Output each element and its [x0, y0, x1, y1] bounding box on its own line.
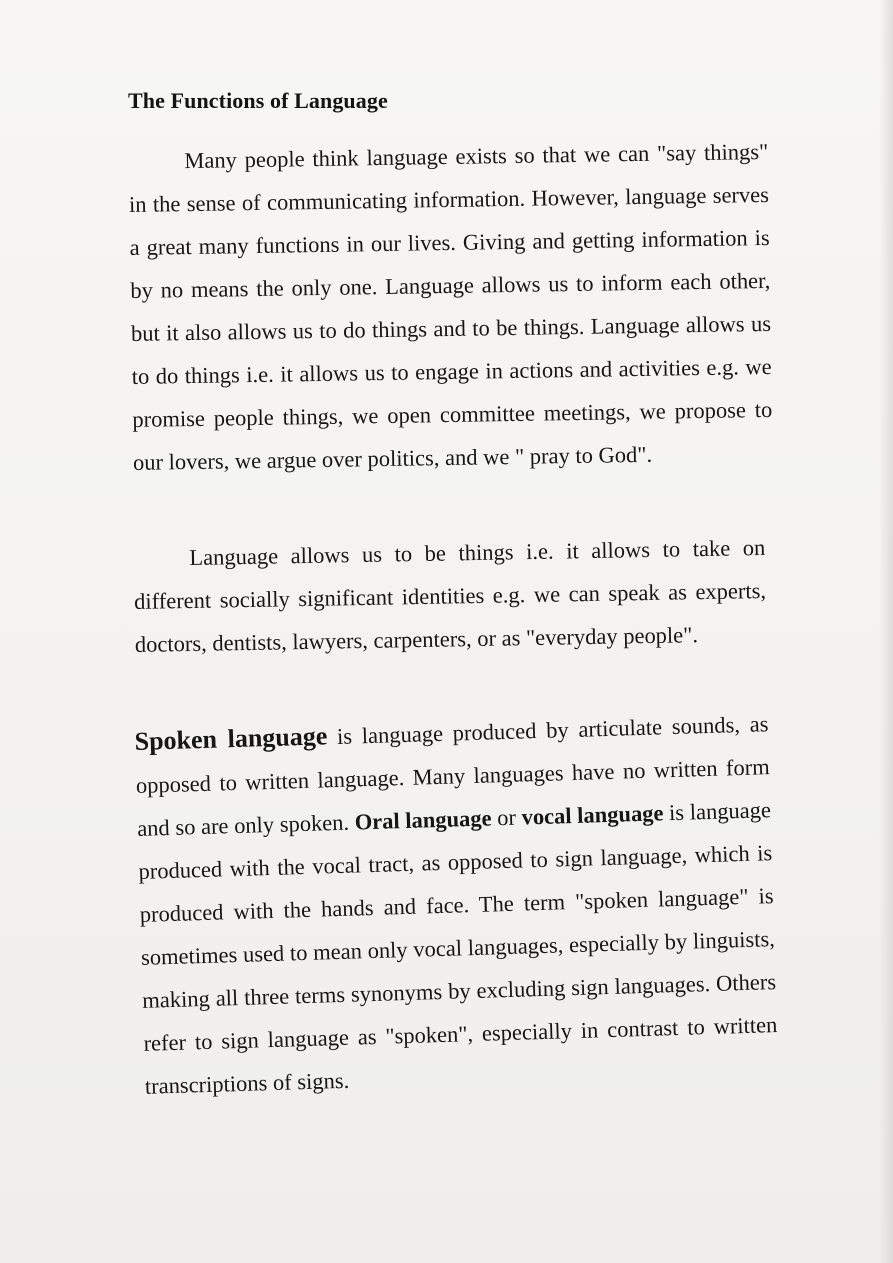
paragraph-text: or: [491, 804, 522, 831]
paragraph-identities: Language allows us to be things i.e. it allows to take on different socially significant identities e.g. we can speak as experts, doctors, dentists, lawyers, carpenters, or as "everyday people".: [133, 534, 767, 657]
paragraph-text: is language produced by articulate sounds, as opposed to written language. Many languages have no written form and so are only spoken.: [135, 711, 771, 841]
term-vocal-language: vocal language: [521, 800, 664, 830]
paragraph-spoken-language: [134, 701, 779, 1108]
paragraph-text: is language produced with the vocal tract, as opposed to sign language, which is produced with the hands and face. The term "spoken language" is sometimes used to mean only vocal languages, especially by linguists, making all three terms synonyms by excluding sign languages. Others refer to sign language as "spoken", especially in contrast to written transcriptions of signs.: [138, 797, 778, 1099]
page-title: The Functions of Language: [128, 88, 388, 113]
term-oral-language: Oral language: [354, 805, 492, 835]
paragraph-functions: Many people think language exists so that we can "say things" in the sense of communicating information. However, language serves a great many functions in our lives. Giving and getting information is by no means the only one. Language allows us to inform each other, but it also allows us to do things and to be things. Language allows us to do things i.e. it allows us to engage in actions and activities e.g. we promise people things, we open committee meetings, we propose to our lovers, we argue over politics, and we " pray to God".: [128, 138, 773, 475]
term-spoken-language: Spoken language: [134, 721, 328, 756]
